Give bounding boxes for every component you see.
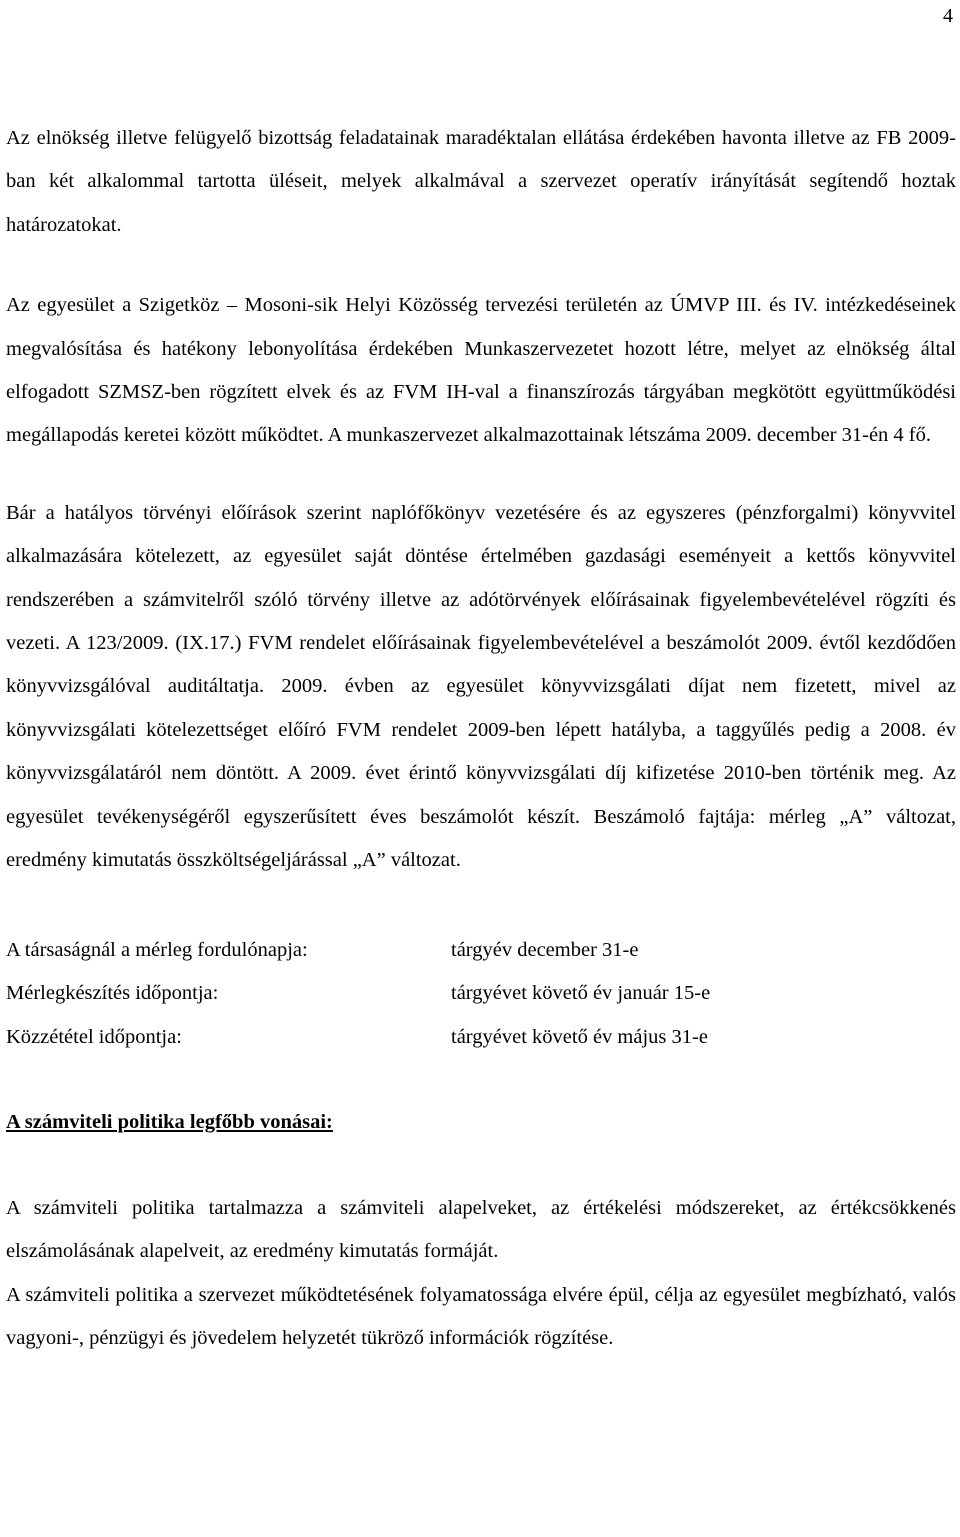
paragraph-board-meetings: Az elnökség illetve felügyelő bizottság feladatainak maradéktalan ellátása érdekében havonta illetve az FB 2009-ban két alkalommal tartotta üléseit, melyek alkalmával a szervezet operatív irányítását segítendő hoztak határozatokat. (6, 127, 956, 236)
paragraph-bookkeeping: Bár a hatályos törvényi előírások szerint naplófőkönyv vezetésére és az egyszeres (pénzforgalmi) könyvvitel alkalmazására kötelezett, az egyesület saját döntése értelmében gazdasági eseményeit a kettős könyvvitel rendszerében a számvitelről szóló törvény illetve az adótörvények előírásainak figyelembevételével rögzíti és vezeti. A 123/2009. (IX.17.) FVM rendelet előírásainak figyelembevételével a beszámolót 2009. évtől kezdődően könyvvizsgálóval auditáltatja. 2009. évben az egyesület könyvvizsgálati díjat nem fizetett, mivel az könyvvizsgálati kötelezettséget előíró FVM rendelet 2009-ben lépett hatályba, a taggyűlés pedig a 2008. év könyvvizsgálatáról nem döntött. A 2009. évet érintő könyvvizsgálati díj kifizetése 2010-ben történik meg. Az egyesület tevékenységéről egyszerűsített éves beszámolót készít. Beszámoló fajtája: mérleg „A” változat, eredmény kimutatás összköltségeljárással „A” változat. (6, 501, 956, 872)
page-number: 4 (943, 5, 953, 27)
paragraph-policy-principle: A számviteli politika a szervezet működtetésének folyamatossága elvére épül, célja az egyesület megbízható, valós vagyoni-, pénzügyi és jövedelem helyzetét tükröző információk rögzítése. (6, 1283, 956, 1350)
date-label: Közzététel időpontja: (6, 1026, 182, 1049)
accounting-policy-section (6, 1187, 956, 1361)
date-value: tárgyév december 31-e (451, 938, 639, 961)
document-body (6, 117, 956, 1361)
date-row-publication-date (6, 1016, 956, 1060)
section-heading: A számviteli politika legfőbb vonásai: (6, 1110, 333, 1133)
paragraph-work-organization: Az egyesület a Szigetköz – Mosoni-sik Helyi Közösség tervezési területén az ÚMVP III. és IV. intézkedéseinek megvalósítása és hatékony lebonyolítása érdekében Munkaszervezetet hozott létre, melyet az elnökség által elfogadott SZMSZ-ben rögzített elvek és az FVM IH-val a finanszírozás tárgyában megkötött együttműködési megállapodás keretei között működtet. A munkaszervezet alkalmazottainak létszáma 2009. december 31-én 4 fő. (6, 294, 956, 447)
date-row-preparation-date (6, 972, 956, 1016)
date-label: A társaságnál a mérleg fordulónapja: (6, 938, 308, 961)
dates-table (6, 929, 956, 1060)
date-label: Mérlegkészítés időpontja: (6, 982, 219, 1005)
date-value: tárgyévet követő év május 31-e (451, 1026, 708, 1049)
paragraph-policy-contents: A számviteli politika tartalmazza a számviteli alapelveket, az értékelési módszereket, az értékcsökkenés elszámolásának alapelveit, az eredmény kimutatás formáját. (6, 1196, 956, 1263)
date-row-balance-date (6, 929, 956, 973)
date-value: tárgyévet követő év január 15-e (451, 982, 711, 1005)
